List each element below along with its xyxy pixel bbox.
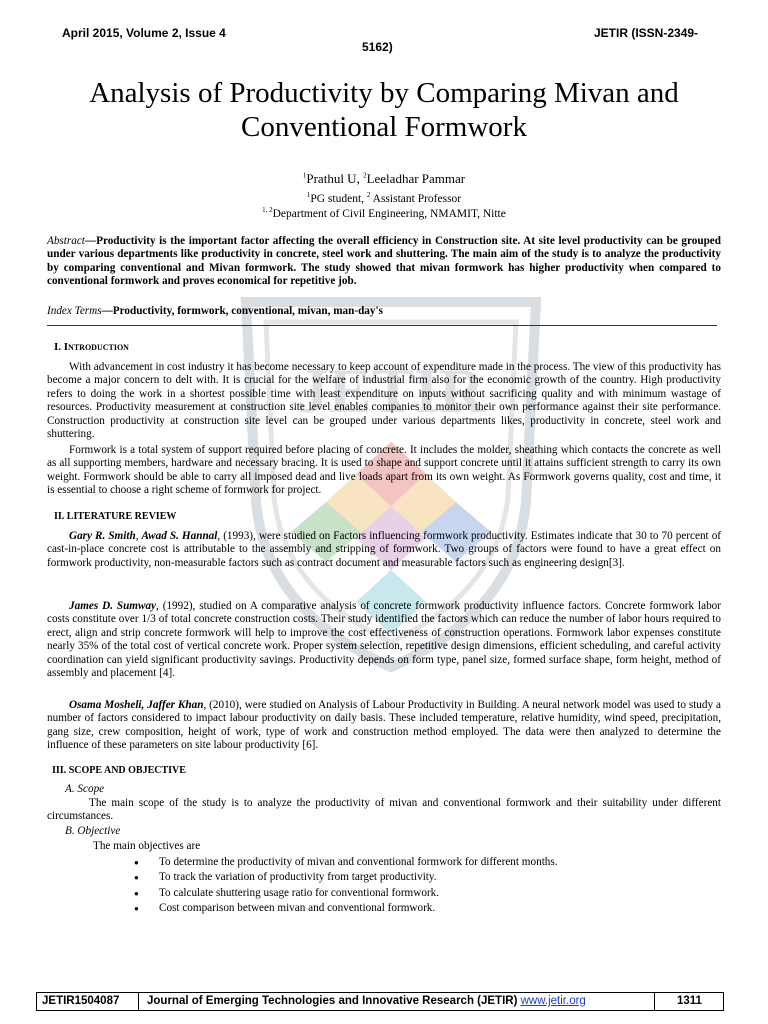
abstract bbox=[47, 235, 721, 289]
abstract-text: Productivity is the important factor affecting the overall efficiency in Construction site. At site level productivity can be grouped under various departments like productivity in concrete, steel work and shuttering. The main aim of the study is to analyze the productivity by comparing conventional and Mivan formwork. The study showed that mivan formwork has higher productivity when compared to conventional formwork and proves economical for repetitive job. bbox=[47, 235, 721, 288]
review-1-text: , (1993), were studied on Factors influencing formwork productivity. Estimates indicate that 30 to 70 percent of cast-in-place concrete cost is attributable to the assembly and stripping of formwork. Two groups of factors were found to have a great effect on formwork productivity, non-measurable factors such as contract document and measurable factors such as engineering design[3]. bbox=[47, 530, 722, 569]
review-3-text: , (2010), were studied on Analysis of Labour Productivity in Building. A neural network model was used to study a number of factors considered to impact labour productivity on daily basis. These included temperature, relative humidity, wind speed, precipitation, gang size, crew composition, height of work, type of work and construction method employed. The data were then analyzed to determine the influence of these parameters on site labour productivity [6]. bbox=[47, 699, 721, 752]
intro-paragraph-1: With advancement in cost industry it has become necessary to keep account of expenditure made in the process. The view of this productivity has become a major concern to delt with. It is crucial for the welfare of industrial firm also for the economic growth of the country. High productivity refers to doing the work in a shortest possible time with least expenditure on inputs without sacrificing quality and with minimum wastage of resources. Productivity measurement at construction site level enables companies to monitor their own performance against their site performance. Construction productivity at construction site level can be grouped under various departments likes, productivity in concrete, steel work and shuttering. bbox=[47, 361, 721, 441]
abstract-dash: — bbox=[84, 235, 97, 247]
title-line-1: Analysis of Productivity by Comparing Mivan and bbox=[89, 77, 679, 109]
author2: Leeladhar Pammar bbox=[366, 171, 466, 186]
header-issue: April 2015, Volume 2, Issue 4 bbox=[62, 26, 226, 40]
section-2-title: LITERATURE REVIEW bbox=[66, 511, 177, 522]
footer-page-number: 1311 bbox=[677, 995, 702, 1007]
header-issn-cont: 5162) bbox=[362, 40, 393, 54]
section-3-heading bbox=[52, 765, 186, 776]
footer-url-link[interactable]: www.jetir.org bbox=[520, 995, 586, 1007]
scope-text: The main scope of the study is to analyze the productivity of mivan and conventional formwork and their suitability under different circumstances. bbox=[47, 797, 721, 823]
section-3-title: SCOPE AND OBJECTIVE bbox=[68, 765, 186, 776]
review-3-author: Osama Mosheli, Jaffer Khan bbox=[69, 699, 204, 711]
objective-item: ● Cost comparison between mivan and conventional formwork. bbox=[159, 901, 719, 916]
divider-line bbox=[47, 325, 717, 326]
department-line bbox=[0, 206, 768, 220]
author-line bbox=[0, 171, 768, 187]
intro-paragraph-2: Formwork is a total system of support required before placing of concrete. It includes the molder, sheathing which contacts the concrete as well as all supporting members, hardware and necessary bracing. It is used to shape and support concrete until it attains sufficient strength to carry its own weight. Formwork should be able to carry all imposed dead and live loads apart from its own weight. As Formwork governs quality, cost and time, it is essential to choose a right scheme of formwork for project. bbox=[47, 444, 721, 497]
objective-label: B. Objective bbox=[65, 825, 121, 837]
aff2-sup: 2 bbox=[366, 191, 371, 199]
objective-item: ● To calculate shuttering usage ratio for conventional formwork. bbox=[159, 886, 719, 901]
index-terms-dash: — bbox=[101, 305, 113, 317]
author2-sup: 2 bbox=[363, 171, 367, 180]
index-terms-text: Productivity, formwork, conventional, mivan, man-day's bbox=[112, 305, 383, 317]
section-2-number: II. bbox=[54, 511, 67, 522]
footer-journal bbox=[147, 993, 667, 1010]
review-paragraph-3 bbox=[47, 699, 721, 753]
section-3-number: III. bbox=[52, 765, 69, 776]
paper-title bbox=[0, 76, 768, 144]
page-footer bbox=[36, 992, 724, 1011]
abstract-label: Abstract bbox=[47, 235, 85, 247]
objective-item: ● To track the variation of productivity from target productivity. bbox=[159, 870, 719, 885]
svg-text:JETIR: JETIR bbox=[296, 355, 486, 426]
header-issn: JETIR (ISSN-2349- bbox=[594, 26, 699, 40]
affiliation-line bbox=[0, 191, 768, 205]
review-2-text: , (1992), studied on A comparative analysis of concrete formwork productivity influence factors. Concrete formwork labor costs constitute over 1/3 of total concrete construction costs. Their study identified the factors which can reduce the number of labor hours required to erect, align and strip concrete formwork will help to improve the cost effectiveness of construction operations. Formwork labor expenses constitute nearly 35% of the total cost of vertical concrete work. Proper system selection, repetitive design dimensions, efficient scheduling, and careful activity coordination can yield significant productivity savings. Productivity depends on form type, panel size, formed surface shape, form height, method of assembly and placement [4]. bbox=[47, 600, 721, 680]
title-line-2: Conventional Formwork bbox=[241, 111, 527, 143]
index-terms-label: Index Terms bbox=[47, 305, 102, 317]
objective-item: ● To determine the productivity of mivan and conventional formwork for different months. bbox=[159, 855, 719, 870]
review-paragraph-1: Gary R. Smith, Awad S. Hannal, (1993), were studied on Factors influencing formwork productivity. Estimates indicate that 30 to 70 percent of cast-in-place concrete cost is attributable to the assembly and stripping of formwork. Two groups of factors were found to have a great effect on formwork productivity, non-measurable factors such as contract document and measurable factors such as engineering design[3]. bbox=[47, 530, 722, 569]
section-1-title: Introduction bbox=[63, 341, 129, 353]
aff1-sup: 1 bbox=[306, 191, 311, 199]
review-2-author: James D. Sumway bbox=[69, 600, 157, 612]
footer-journal-name: Journal of Emerging Technologies and Innovative Research (JETIR) bbox=[147, 995, 521, 1007]
review-paragraph-2 bbox=[47, 600, 721, 680]
review-1-author: Gary R. Smith bbox=[69, 530, 136, 542]
department: Department of Civil Engineering, NMAMIT, Nitte bbox=[272, 207, 506, 220]
footer-divider bbox=[654, 993, 655, 1010]
aff2: Assistant Professor bbox=[370, 192, 462, 205]
dept-sup: 1, 2 bbox=[262, 206, 273, 214]
footer-divider bbox=[138, 993, 139, 1010]
section-1-heading bbox=[54, 341, 129, 353]
section-1-number: I. bbox=[54, 341, 64, 353]
objective-intro: The main objectives are bbox=[93, 840, 201, 852]
scope-label: A. Scope bbox=[65, 783, 105, 795]
author1-sup: 1 bbox=[302, 171, 307, 180]
footer-paper-id: JETIR1504087 bbox=[42, 995, 120, 1007]
index-terms bbox=[47, 305, 721, 318]
author1: Prathul U, bbox=[306, 171, 364, 186]
review-1-author-2: Awad S. Hannal bbox=[141, 530, 218, 542]
section-2-heading bbox=[54, 511, 176, 522]
objective-list bbox=[159, 855, 719, 916]
aff1: PG student, bbox=[310, 192, 367, 205]
